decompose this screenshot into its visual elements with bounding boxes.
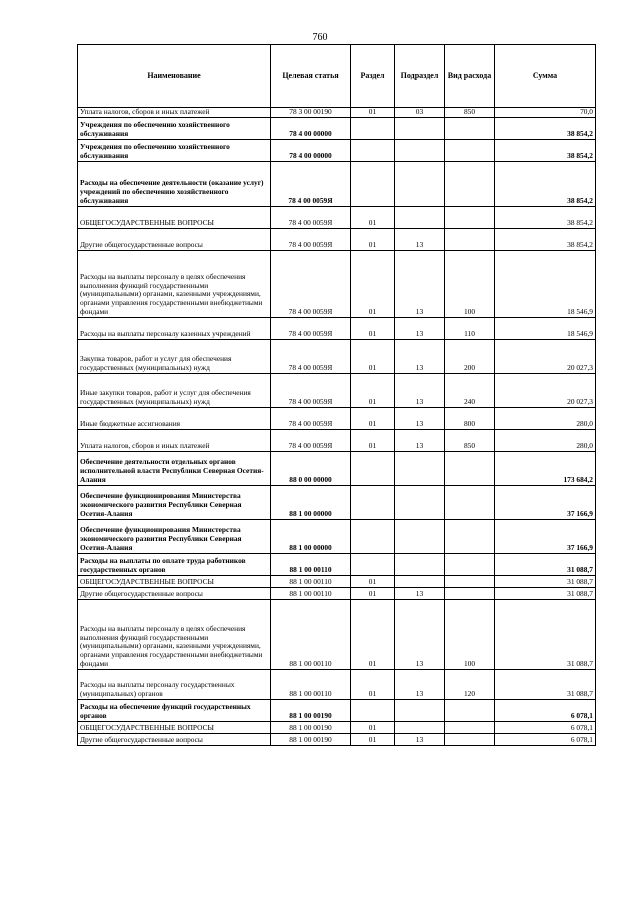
cell-name: Расходы на выплаты персоналу государственных (муниципальных) органов <box>78 670 271 700</box>
cell-name: Расходы на выплаты персоналу в целях обеспечения выполнения функций государственными (муниципальными) органами, казенными учреждениями, органами управления государственными внебюджетными фондами <box>78 600 271 670</box>
cell-sum: 280,0 <box>495 408 596 430</box>
cell-sum: 31 088,7 <box>495 670 596 700</box>
cell-exp-type: 200 <box>445 340 495 374</box>
cell-target: 78 4 00 0059Я <box>271 340 351 374</box>
cell-exp-type: 100 <box>445 251 495 318</box>
budget-table <box>77 44 596 746</box>
cell-name: Расходы на обеспечение функций государственных органов <box>78 700 271 722</box>
cell-subsection <box>395 722 445 734</box>
cell-name: Учреждения по обеспечению хозяйственного обслуживания <box>78 118 271 140</box>
cell-section <box>351 520 395 554</box>
cell-target: 88 0 00 00000 <box>271 452 351 486</box>
cell-target: 78 4 00 0059Я <box>271 229 351 251</box>
cell-section <box>351 118 395 140</box>
cell-name: Иные бюджетные ассигнования <box>78 408 271 430</box>
cell-subsection: 13 <box>395 408 445 430</box>
cell-subsection: 03 <box>395 108 445 118</box>
cell-subsection <box>395 486 445 520</box>
cell-target: 78 4 00 0059Я <box>271 408 351 430</box>
cell-exp-type <box>445 207 495 229</box>
table-row <box>78 340 596 374</box>
cell-name: Обеспечение функционирования Министерства экономического развития Республики Северная Осетия-Алания <box>78 520 271 554</box>
cell-sum: 38 854,2 <box>495 118 596 140</box>
cell-section <box>351 554 395 576</box>
cell-section: 01 <box>351 251 395 318</box>
cell-subsection <box>395 162 445 207</box>
cell-section <box>351 162 395 207</box>
table-row <box>78 251 596 318</box>
table-row <box>78 700 596 722</box>
cell-exp-type <box>445 140 495 162</box>
header-name: Наименование <box>78 45 271 108</box>
cell-sum: 70,0 <box>495 108 596 118</box>
cell-exp-type: 240 <box>445 374 495 408</box>
cell-section: 01 <box>351 670 395 700</box>
cell-target: 78 3 00 00190 <box>271 108 351 118</box>
table-row <box>78 588 596 600</box>
cell-sum: 38 854,2 <box>495 162 596 207</box>
cell-exp-type <box>445 554 495 576</box>
cell-target: 88 1 00 00110 <box>271 588 351 600</box>
cell-section <box>351 140 395 162</box>
cell-subsection: 13 <box>395 318 445 340</box>
cell-subsection <box>395 554 445 576</box>
cell-name: Иные закупки товаров, работ и услуг для обеспечения государственных (муниципальных) нужд <box>78 374 271 408</box>
cell-exp-type <box>445 700 495 722</box>
table-row <box>78 108 596 118</box>
cell-exp-type <box>445 162 495 207</box>
table-row <box>78 600 596 670</box>
cell-subsection: 13 <box>395 251 445 318</box>
cell-exp-type <box>445 576 495 588</box>
cell-name: Обеспечение деятельности отдельных органов исполнительной власти Республики Северная Осетия-Алания <box>78 452 271 486</box>
cell-section: 01 <box>351 600 395 670</box>
cell-section: 01 <box>351 318 395 340</box>
header-section: Раздел <box>351 45 395 108</box>
cell-exp-type <box>445 734 495 746</box>
cell-sum: 31 088,7 <box>495 600 596 670</box>
cell-section: 01 <box>351 430 395 452</box>
cell-name: Другие общегосударственные вопросы <box>78 588 271 600</box>
table-row <box>78 734 596 746</box>
table-row <box>78 162 596 207</box>
cell-name: Другие общегосударственные вопросы <box>78 734 271 746</box>
cell-target: 88 1 00 00190 <box>271 734 351 746</box>
cell-exp-type <box>445 118 495 140</box>
table-row <box>78 140 596 162</box>
cell-exp-type <box>445 588 495 600</box>
cell-subsection: 13 <box>395 430 445 452</box>
cell-sum: 31 088,7 <box>495 554 596 576</box>
cell-sum: 38 854,2 <box>495 140 596 162</box>
cell-target: 78 4 00 0059Я <box>271 430 351 452</box>
cell-exp-type <box>445 722 495 734</box>
cell-subsection: 13 <box>395 588 445 600</box>
table-body <box>78 108 596 746</box>
cell-section: 01 <box>351 408 395 430</box>
cell-sum: 31 088,7 <box>495 588 596 600</box>
cell-sum: 280,0 <box>495 430 596 452</box>
cell-target: 78 4 00 00000 <box>271 140 351 162</box>
cell-section: 01 <box>351 588 395 600</box>
cell-section: 01 <box>351 340 395 374</box>
cell-section: 01 <box>351 722 395 734</box>
table-row <box>78 229 596 251</box>
cell-exp-type: 100 <box>445 600 495 670</box>
cell-target: 88 1 00 00190 <box>271 722 351 734</box>
cell-section: 01 <box>351 207 395 229</box>
cell-subsection <box>395 452 445 486</box>
cell-subsection <box>395 700 445 722</box>
cell-section <box>351 700 395 722</box>
cell-subsection <box>395 576 445 588</box>
page-number: 760 <box>312 32 328 43</box>
cell-exp-type <box>445 229 495 251</box>
cell-sum: 6 078,1 <box>495 734 596 746</box>
cell-target: 78 4 00 0059Я <box>271 318 351 340</box>
table-row <box>78 318 596 340</box>
cell-section <box>351 486 395 520</box>
table-row <box>78 722 596 734</box>
cell-subsection <box>395 118 445 140</box>
header-exp-type: Вид расхода <box>445 45 495 108</box>
cell-sum: 38 854,2 <box>495 207 596 229</box>
cell-name: Расходы на выплаты персоналу в целях обеспечения выполнения функций государственными (муниципальными) органами, казенными учреждениями, органами управления государственными внебюджетными фондами <box>78 251 271 318</box>
cell-target: 88 1 00 00000 <box>271 486 351 520</box>
table-row <box>78 408 596 430</box>
table-row <box>78 520 596 554</box>
cell-sum: 20 027,3 <box>495 340 596 374</box>
cell-subsection: 13 <box>395 734 445 746</box>
header-target: Целевая статья <box>271 45 351 108</box>
cell-subsection <box>395 207 445 229</box>
cell-name: Уплата налогов, сборов и иных платежей <box>78 430 271 452</box>
table-row <box>78 486 596 520</box>
cell-exp-type: 850 <box>445 430 495 452</box>
table-row <box>78 374 596 408</box>
cell-target: 78 4 00 0059Я <box>271 251 351 318</box>
cell-section: 01 <box>351 734 395 746</box>
cell-exp-type <box>445 486 495 520</box>
cell-name: Расходы на обеспечение деятельности (оказание услуг) учреждений по обеспечению хозяйственного обслуживания <box>78 162 271 207</box>
cell-sum: 37 166,9 <box>495 486 596 520</box>
cell-sum: 37 166,9 <box>495 520 596 554</box>
cell-name: Другие общегосударственные вопросы <box>78 229 271 251</box>
table-row <box>78 576 596 588</box>
header-sum: Сумма <box>495 45 596 108</box>
cell-target: 88 1 00 00110 <box>271 554 351 576</box>
cell-target: 78 4 00 00000 <box>271 118 351 140</box>
table-row <box>78 452 596 486</box>
cell-name: Расходы на выплаты персоналу казенных учреждений <box>78 318 271 340</box>
cell-name: Обеспечение функционирования Министерства экономического развития Республики Северная Осетия-Алания <box>78 486 271 520</box>
header-subsection: Подраздел <box>395 45 445 108</box>
cell-sum: 18 546,9 <box>495 251 596 318</box>
cell-exp-type: 850 <box>445 108 495 118</box>
cell-name: ОБЩЕГОСУДАРСТВЕННЫЕ ВОПРОСЫ <box>78 722 271 734</box>
cell-sum: 20 027,3 <box>495 374 596 408</box>
cell-section: 01 <box>351 374 395 408</box>
cell-subsection <box>395 520 445 554</box>
cell-section: 01 <box>351 229 395 251</box>
cell-target: 88 1 00 00110 <box>271 670 351 700</box>
table-row <box>78 554 596 576</box>
table-row <box>78 430 596 452</box>
table-row <box>78 207 596 229</box>
cell-sum: 38 854,2 <box>495 229 596 251</box>
cell-target: 78 4 00 0059Я <box>271 207 351 229</box>
cell-target: 88 1 00 00190 <box>271 700 351 722</box>
cell-sum: 31 088,7 <box>495 576 596 588</box>
cell-subsection: 13 <box>395 374 445 408</box>
cell-subsection: 13 <box>395 670 445 700</box>
cell-exp-type <box>445 520 495 554</box>
cell-name: Учреждения по обеспечению хозяйственного обслуживания <box>78 140 271 162</box>
cell-exp-type: 120 <box>445 670 495 700</box>
cell-section <box>351 452 395 486</box>
cell-sum: 173 684,2 <box>495 452 596 486</box>
cell-name: Расходы на выплаты по оплате труда работников государственных органов <box>78 554 271 576</box>
cell-target: 78 4 00 0059Я <box>271 162 351 207</box>
table-row <box>78 118 596 140</box>
cell-name: ОБЩЕГОСУДАРСТВЕННЫЕ ВОПРОСЫ <box>78 207 271 229</box>
cell-subsection: 13 <box>395 600 445 670</box>
cell-subsection: 13 <box>395 340 445 374</box>
cell-target: 88 1 00 00110 <box>271 600 351 670</box>
table-row <box>78 670 596 700</box>
cell-exp-type: 110 <box>445 318 495 340</box>
cell-name: Уплата налогов, сборов и иных платежей <box>78 108 271 118</box>
cell-sum: 6 078,1 <box>495 722 596 734</box>
cell-subsection: 13 <box>395 229 445 251</box>
cell-name: Закупка товаров, работ и услуг для обеспечения государственных (муниципальных) нужд <box>78 340 271 374</box>
cell-section: 01 <box>351 576 395 588</box>
cell-sum: 18 546,9 <box>495 318 596 340</box>
header-row <box>78 45 596 108</box>
cell-name: ОБЩЕГОСУДАРСТВЕННЫЕ ВОПРОСЫ <box>78 576 271 588</box>
cell-target: 78 4 00 0059Я <box>271 374 351 408</box>
cell-section: 01 <box>351 108 395 118</box>
cell-subsection <box>395 140 445 162</box>
cell-target: 88 1 00 00110 <box>271 576 351 588</box>
cell-sum: 6 078,1 <box>495 700 596 722</box>
cell-exp-type: 800 <box>445 408 495 430</box>
cell-target: 88 1 00 00000 <box>271 520 351 554</box>
cell-exp-type <box>445 452 495 486</box>
